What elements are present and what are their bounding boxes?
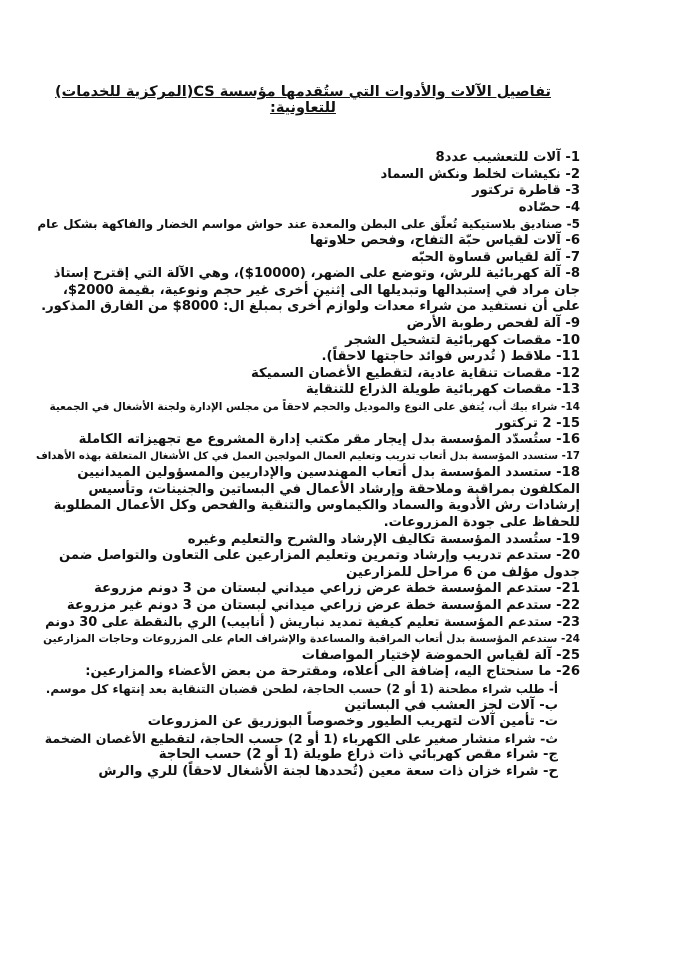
list-item: 16- ستُسدّد المؤسسة بدل إيجار مقر مكتب إدارة المشروع مع تجهيزاته الكاملة bbox=[78, 432, 580, 448]
document-title: تفاصيل الآلات والأدوات التي ستُقدمها مؤسسة CS(المركزية للخدمات) للتعاونية: bbox=[55, 84, 551, 116]
list-item: 2- نكيشات لخلط ونكش السماد bbox=[380, 166, 580, 182]
sub-list-item: ب- آلات لجز العشب في البساتين bbox=[344, 697, 558, 713]
list-item: 3- قاطرة تركتور bbox=[472, 183, 580, 199]
list-item: 19- ستُسدد المؤسسة تكاليف الإرشاد والشرح والتعليم وغيره bbox=[187, 531, 580, 547]
list-item: 4- حصّاده bbox=[518, 199, 580, 215]
list-item: 17- ستسدد المؤسسة بدل أتعاب تدريب وتعليم العمال المولجين العمل في كل الأشغال المتعلقة بهذه الأهداف bbox=[35, 450, 580, 462]
list-item: 18- ستسدد المؤسسة بدل أتعاب المهندسين والإداريين والمسؤولين الميدانيين المكلفون بمراقبة وملاحقة وإرشاد الأعمال في البساتين والجنينات، وتأسيس إرشادات رش الأدوية والسماد والكيماوس والتنقية والفحص وكل الأعمال المطلوبة للحفاظ على جودة المزروعات. bbox=[53, 465, 580, 531]
items-list bbox=[36, 150, 580, 681]
list-item: 23- ستدعم المؤسسة تعليم كيفية تمديد نباريش ( أنابيب) الري بالنقطة على 30 دونم bbox=[45, 614, 580, 630]
sub-list-item: ث- شراء منشار صغير على الكهرباء (1 أو 2) حسب الحاجة، لتقطيع الأغصان الضخمة bbox=[44, 730, 558, 746]
list-item: 20- ستدعم تدريب وإرشاد وتمرين وتعليم المزارعين على التعاون والتواصل ضمن جدول مؤلف من 6 مراحل للمزارعين bbox=[59, 548, 580, 580]
sub-items-list bbox=[36, 681, 580, 781]
list-item: 11- ملاقط ( تُدرس فوائد حاجتها لاحقاً). bbox=[321, 349, 580, 365]
list-item: 22- ستدعم المؤسسة خطة عرض زراعي ميداني لبستان من 3 دونم غير مزروعة bbox=[66, 598, 580, 614]
list-item: 24- ستدعم المؤسسة بدل أتعاب المراقبة والمساعدة والإشراف العام على المزروعات وحاجات المزارعين bbox=[43, 633, 580, 646]
list-item: 8- آلة كهربائية للرش، وتوضع على الضهر، (10000$)، وهي الآلة التي إقترح إستاذ جان مراد في إستبدالها وتبديلها الى إثنين أخرى غير حجم ونوعية، بقيمة 2000$، على أن نستفيد من شراء معدات ولوازم أخرى بمبلغ ال: 8000$ من الفارق المذكور. bbox=[41, 266, 580, 315]
list-item: 26- ما سنحتاج اليه، إضافة الى أعلاه، ومقترحة من بعض الأعضاء والمزارعين: bbox=[85, 664, 580, 680]
sub-list-item: أ- طلب شراء مطحنة (1 أو 2) حسب الحاجة، لطحن قضبان التنقاية بعد إنتهاء كل موسم. bbox=[45, 682, 558, 696]
list-item: 21- ستدعم المؤسسة خطة عرض زراعي ميداني لبستان من 3 دونم مزروعة bbox=[94, 581, 580, 597]
list-item: 25- آلة لقياس الحموضة لإختيار المواصفات bbox=[301, 647, 580, 663]
sub-list-item: ج- شراء مقص كهربائي ذات ذراع طويلة (1 أو 2) حسب الحاجة bbox=[158, 747, 558, 763]
sub-list-item: ت- تأمين آلات لتهريب الطيور وخصوصاً البوزريق عن المزروعات bbox=[147, 714, 558, 730]
list-item: 7- آلة لقياس قساوة الحبّه bbox=[411, 249, 580, 265]
list-item: 12- مقصات تنقاية عادية، لتقطيع الأغصان السميكة bbox=[250, 365, 580, 381]
list-item: 14- شراء بيك أب، يُتفق على النوع والموديل والحجم لاحقاً من مجلس الإدارة ولجنة الأشغال في الجمعية bbox=[49, 400, 580, 413]
list-item: 13- مقصات كهربائية طويلة الذراع للتنقاية bbox=[305, 382, 580, 398]
list-item: 15- 2 تركتور bbox=[495, 415, 580, 431]
sub-list-item: ح- شراء خزان ذات سعة معين (تُحددها لجنة الأشغال لاحقاً) للري والرش bbox=[98, 763, 558, 779]
list-item: 6- آلات لقياس حبّة التفاح، وفحص حلاوتها bbox=[309, 232, 580, 248]
list-item: 9- آلة لفحص رطوبة الأرض bbox=[406, 315, 580, 331]
list-item: 1- آلات للتعشيب عدد8 bbox=[435, 150, 580, 165]
list-item: 10- مقصات كهربائية لتشحيل الشجر bbox=[345, 332, 580, 348]
list-item: 5- صناديق بلاستيكية تُعلّق على البطن والمعدة عند حواش مواسم الخضار والفاكهة بشكل عام bbox=[37, 217, 580, 232]
